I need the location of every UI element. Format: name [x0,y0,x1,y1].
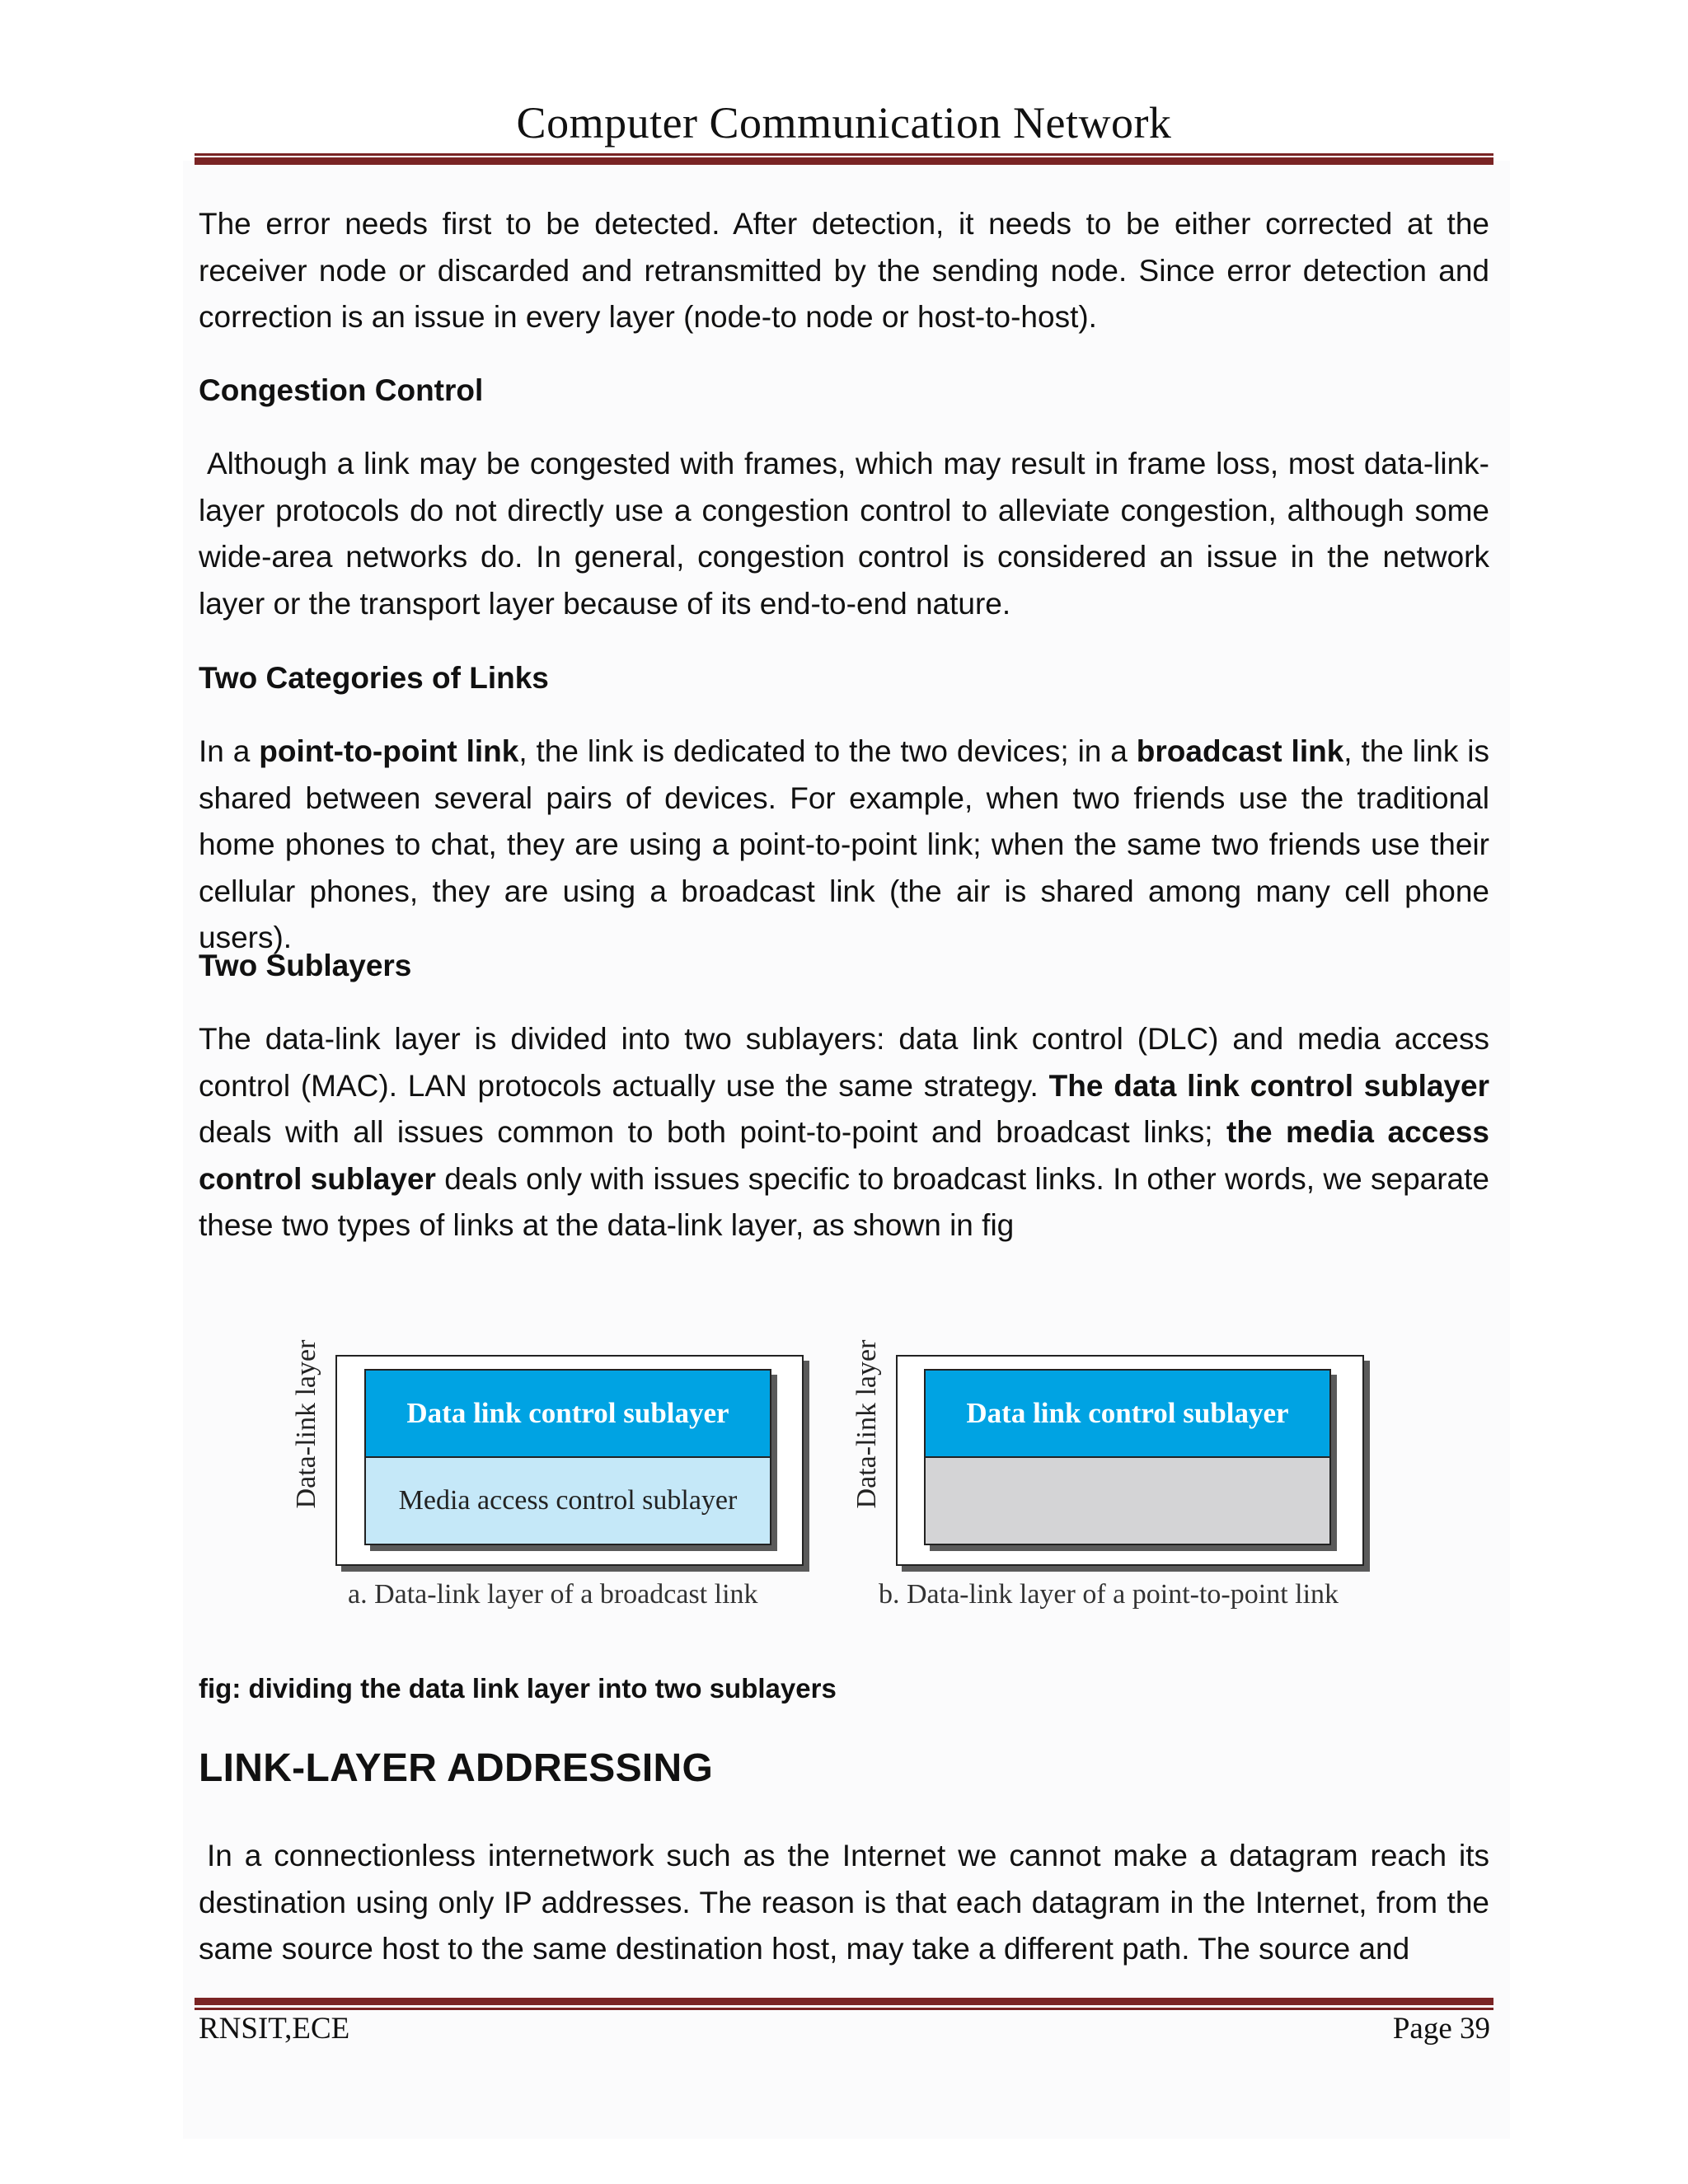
bold-term-mac: the media access control sublayer [199,1115,1489,1196]
paragraph-error-detection [199,201,1489,341]
header-rule-thick [195,157,1493,165]
right-side-label: Data-link layer [851,1339,882,1509]
bold-term-point-to-point: point-to-point link [259,734,519,768]
subheading: Two Categories of Links [199,661,549,695]
footer-rule-thin [195,2008,1493,2010]
page-header-title: Computer Communication Network [516,98,1172,148]
heading-congestion-control [199,368,1489,414]
right-dlc-block: Data link control sublayer [926,1371,1329,1458]
figure-sublayers [183,1269,1378,1632]
footer-page-number: Page 39 [1392,2012,1490,2046]
paragraph-congestion [199,441,1489,627]
subheading: Congestion Control [199,373,484,407]
subheading: Two Sublayers [199,949,412,982]
left-side-label: Data-link layer [291,1339,321,1509]
paragraph-text [199,729,1489,962]
paragraph-link-categories [199,729,1489,962]
heading-two-categories [199,655,1489,701]
footer-rule-thick [195,1998,1493,2005]
heading-two-sublayers [199,943,1489,989]
right-figure-caption: b. Data-link layer of a point-to-point link [879,1579,1339,1610]
paragraph-text: The error needs first to be detected. After detection, it needs to be either corrected at the receiver node or discarded and retransmitted by the sending node. Since error detection and correction is an issue in every layer (node-to node or host-to-host). [199,207,1489,334]
text-run: The data-link layer is divided into two sublayers: data link control (DLC) and media access control (MAC). LAN protocols actually use the same strategy. [199,1022,1489,1103]
left-sublayer-stack [364,1369,771,1545]
paragraph-text: In a connectionless internetwork such as the Internet we cannot make a datagram reach its destination using only IP addresses. The reason is that each datagram in the Internet, from the same source host to the same destination host, may take a different path. The source and [199,1839,1489,1966]
paragraph-link-layer-addressing [199,1833,1489,1973]
right-sublayer-stack [924,1369,1331,1545]
left-dlc-block: Data link control sublayer [366,1371,770,1458]
text-run: deals only with issues specific to broadcast links. In other words, we separate these two types of links at the data-link layer, as shown in fig [199,1161,1489,1242]
figure-caption: fig: dividing the data link layer into two sublayers [199,1673,837,1704]
text-run: , the link is dedicated to the two devices; in a [518,734,1137,768]
left-figure-caption: a. Data-link layer of a broadcast link [348,1579,758,1610]
text-run: In a [199,734,260,768]
paragraph-text [199,1016,1489,1249]
header-rule-thin [195,153,1493,156]
left-mac-block: Media access control sublayer [366,1458,770,1544]
right-empty-block [926,1458,1329,1544]
section-heading: LINK-LAYER ADDRESSING [199,1746,714,1790]
bold-term-dlc: The data link control sublayer [1048,1068,1489,1103]
text-run: deals with all issues common to both point-to-point and broadcast links; [199,1115,1227,1149]
paragraph-sublayers [199,1016,1489,1249]
footer-institution: RNSIT,ECE [199,2012,350,2046]
bold-term-broadcast: broadcast link [1136,734,1344,768]
text-run: , the link is shared between several pairs of devices. For example, when two friends use the traditional home phones to chat, they are using a point-to-point link; when the same two friends use their cellular phones, they are using a broadcast link (the air is shared among many cell phone users). [199,734,1489,954]
paragraph-text: Although a link may be congested with frames, which may result in frame loss, most data-link-layer protocols do not directly use a congestion control to alleviate congestion, although some wide-area networks do. In general, congestion control is considered an issue in the network layer or the transport layer because of its end-to-end nature. [199,447,1489,621]
